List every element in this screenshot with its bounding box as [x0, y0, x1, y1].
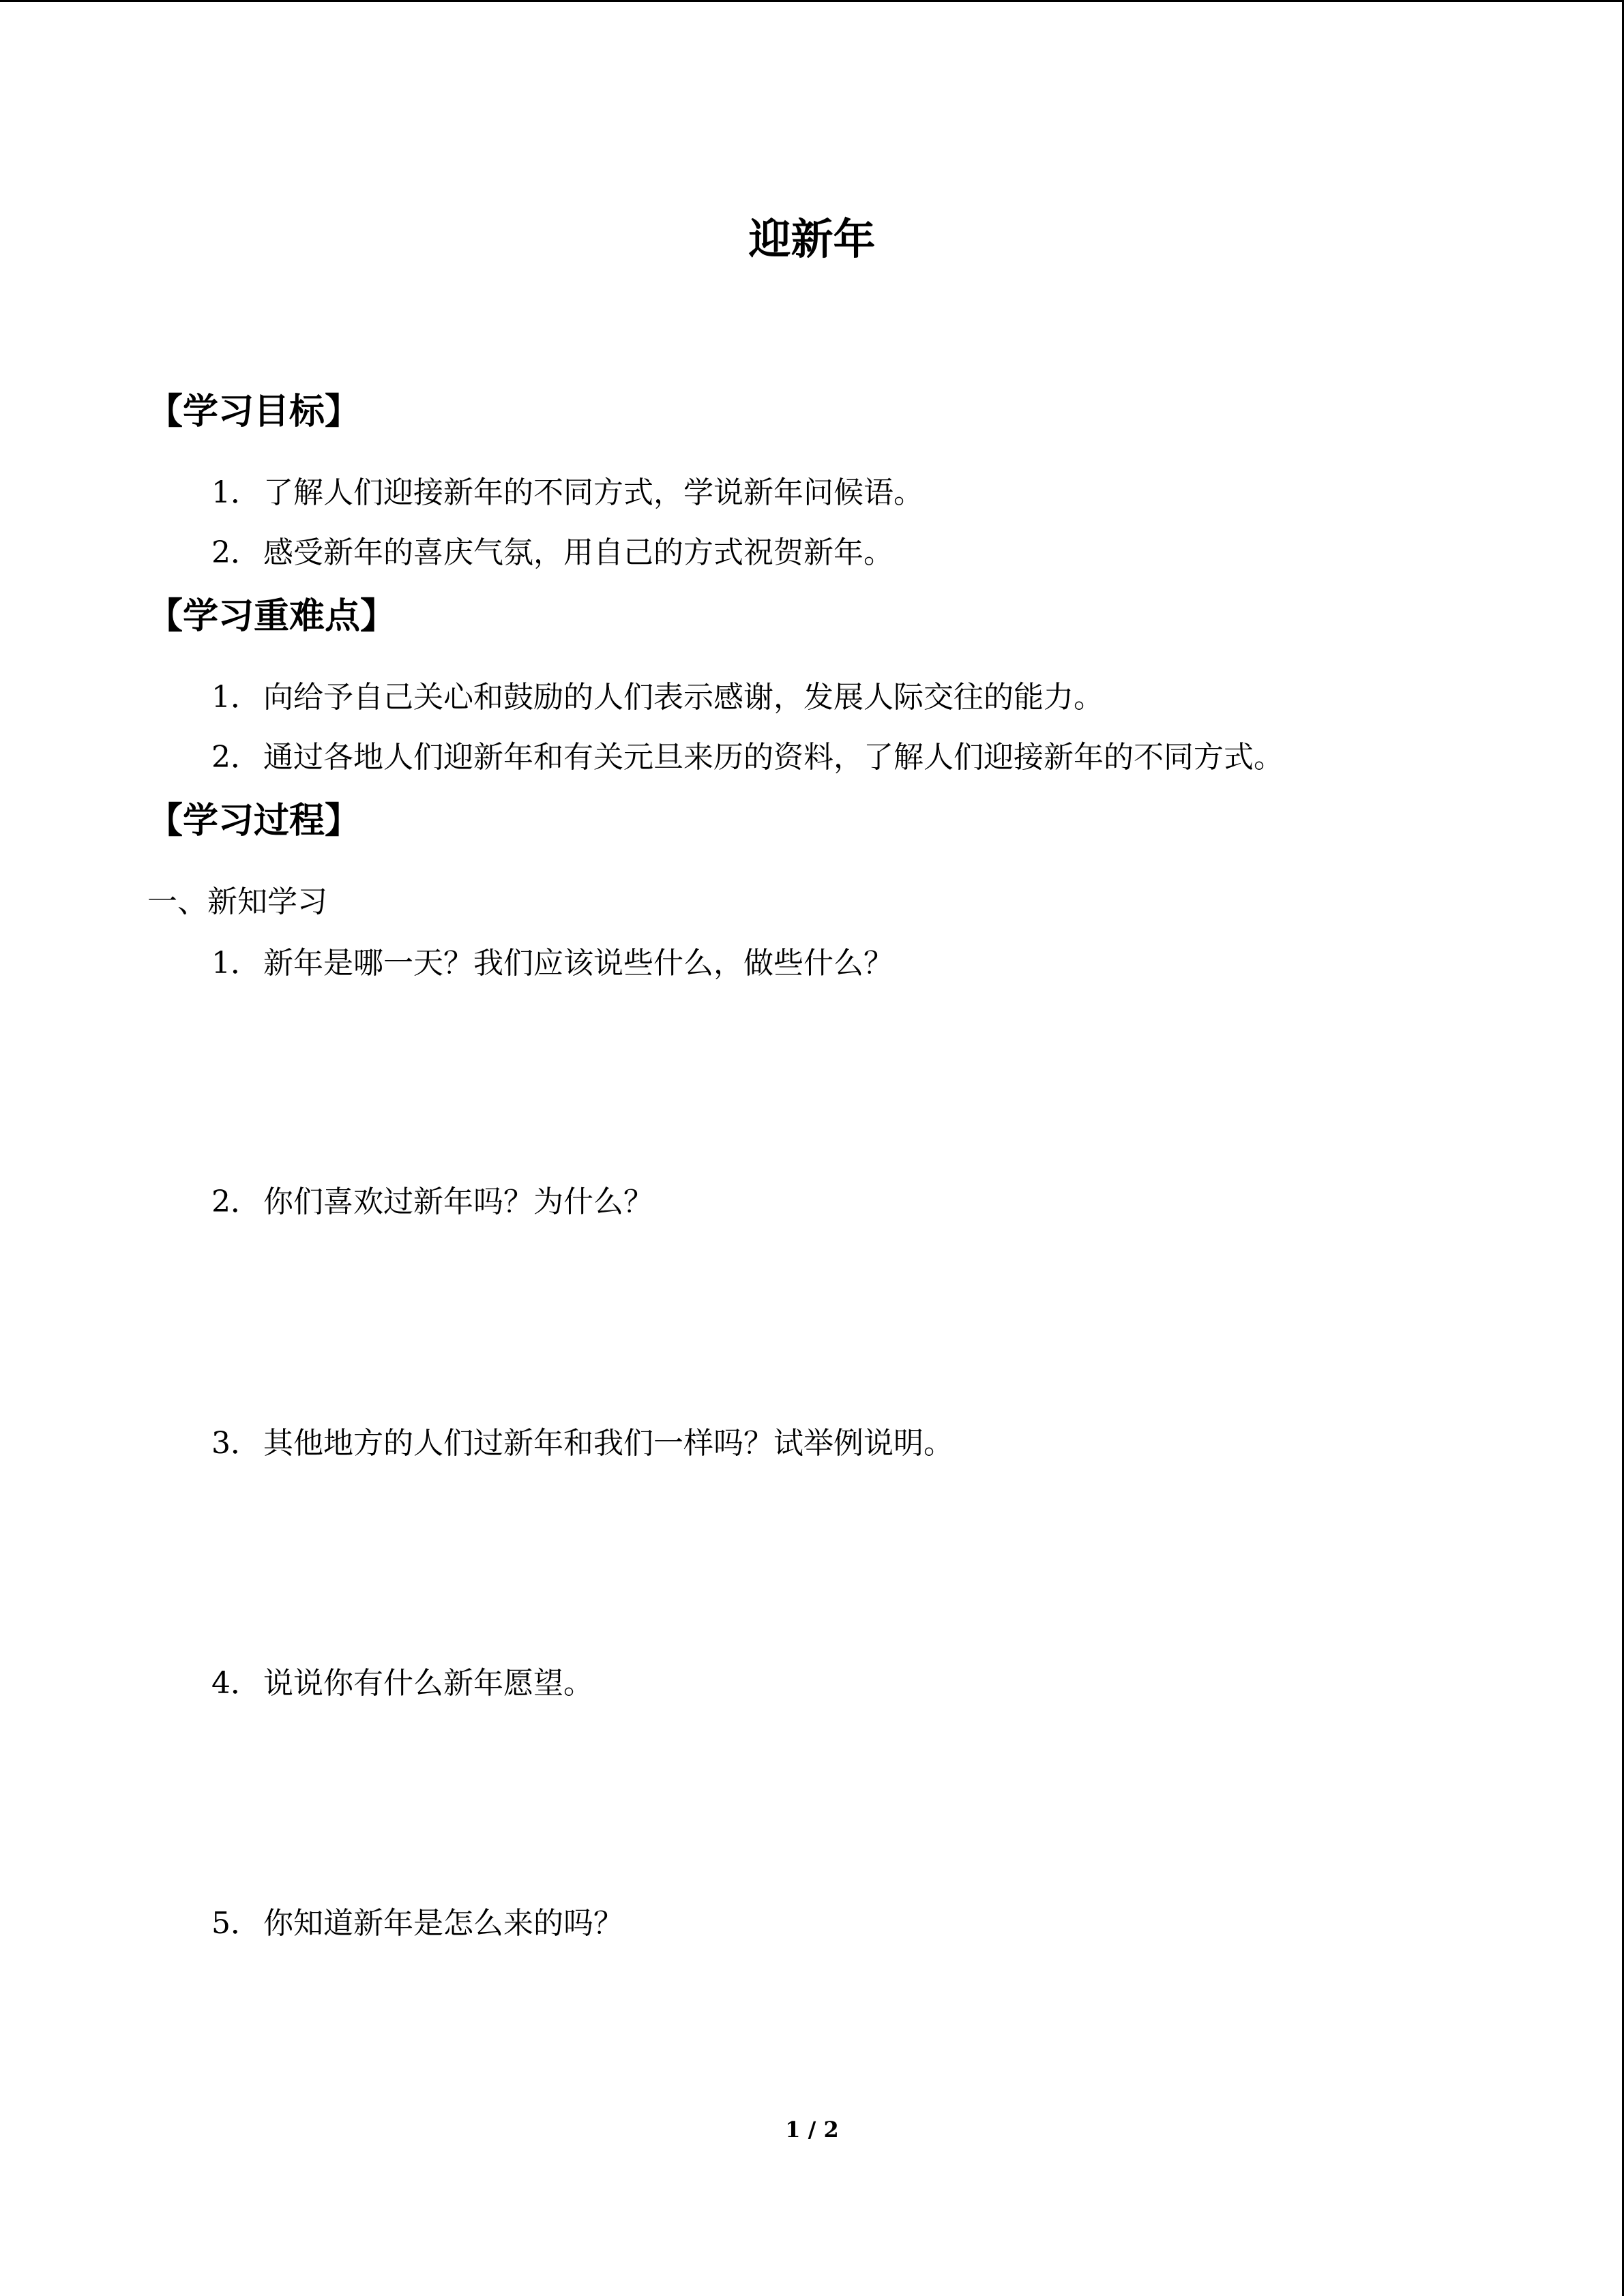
question-number: 5．	[211, 1906, 261, 1941]
key-point-item-2	[211, 737, 1284, 778]
key-point-item-text: 通过各地人们迎新年和有关元旦来历的资料，了解人们迎接新年的不同方式。	[263, 740, 1284, 775]
question-2	[211, 1182, 653, 1223]
objectives-heading: 【学习目标】	[147, 391, 361, 432]
key-point-item-number: 1．	[211, 680, 261, 715]
question-number: 1．	[211, 946, 261, 981]
question-text: 你知道新年是怎么来的吗？	[263, 1906, 623, 1941]
question-1	[211, 943, 894, 984]
objective-item-text: 了解人们迎接新年的不同方式，学说新年问候语。	[263, 475, 924, 510]
objective-item-number: 1．	[211, 475, 261, 510]
section-label: 一、新知学习	[147, 884, 327, 919]
question-number: 3．	[211, 1426, 261, 1461]
question-text: 其他地方的人们过新年和我们一样吗？试举例说明。	[263, 1426, 954, 1461]
page-title: 迎新年	[748, 214, 876, 264]
question-text: 新年是哪一天？我们应该说些什么，做些什么？	[263, 946, 894, 981]
key-point-item-text: 向给予自己关心和鼓励的人们表示感谢，发展人际交往的能力。	[263, 680, 1104, 715]
question-number: 2．	[211, 1184, 261, 1219]
key-points-heading: 【学习重难点】	[147, 596, 396, 637]
page-number: 1 / 2	[785, 2117, 839, 2143]
process-heading: 【学习过程】	[147, 801, 361, 841]
question-4	[211, 1663, 593, 1704]
objective-item-1	[211, 473, 924, 513]
objective-item-number: 2．	[211, 535, 261, 570]
question-text: 说说你有什么新年愿望。	[263, 1666, 593, 1701]
question-number: 4．	[211, 1666, 261, 1701]
question-3	[211, 1423, 954, 1464]
key-point-item-1	[211, 677, 1104, 718]
key-point-item-number: 2．	[211, 740, 261, 775]
objective-item-2	[211, 533, 894, 573]
objective-item-text: 感受新年的喜庆气氛，用自己的方式祝贺新年。	[263, 535, 894, 570]
question-text: 你们喜欢过新年吗？为什么？	[263, 1184, 653, 1219]
question-5	[211, 1903, 623, 1944]
